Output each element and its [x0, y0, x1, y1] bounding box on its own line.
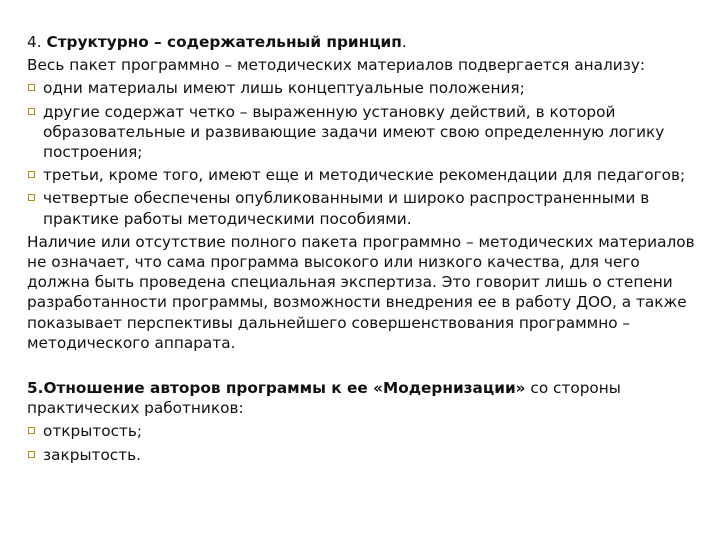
square-bullet-icon [28, 194, 35, 201]
section-4-title-suffix: . [401, 33, 407, 51]
list-item-text: другие содержат четко – выраженную установку действий, в которой образовательные и развивающие задачи имеют свою определенную логику построения; [43, 102, 665, 162]
section-4-heading [27, 32, 697, 52]
list-item [27, 165, 697, 185]
list-item [27, 445, 697, 465]
list-item-text: четвертые обеспечены опубликованными и широко распространенными в практике работы методическими пособиями. [43, 189, 650, 228]
section-4-conclusion: Наличие или отсутствие полного пакета программно – методических материалов не означает, что сама программа высокого или низкого качества, для чего должна быть проведена специальная экспертиза. Это говорит лишь о степени разработанности программы, возможности внедрения ее в работу ДОО, а также показывает перспективы дальнейшего совершенствования программно – методического аппарата. [27, 232, 695, 352]
square-bullet-icon [28, 84, 35, 91]
slide-content [27, 32, 697, 468]
list-item [27, 421, 697, 441]
list-item [27, 78, 697, 98]
square-bullet-icon [28, 108, 35, 115]
list-item [27, 102, 697, 163]
square-bullet-icon [28, 451, 35, 458]
list-item-text: закрытость. [43, 445, 142, 464]
list-item-text: открытость; [43, 422, 143, 441]
section-5-title: 5.Отношение авторов программы к ее «Модернизации» [27, 379, 526, 398]
section-4-title: Структурно – содержательный принцип [46, 33, 402, 51]
square-bullet-icon [28, 171, 35, 178]
section-4-number: 4. [27, 33, 47, 51]
list-item-text: третьи, кроме того, имеют еще и методические рекомендации для педагогов; [43, 166, 686, 185]
section-spacer [27, 356, 697, 378]
square-bullet-icon [28, 427, 35, 434]
section-5-title-suffix: со стороны практических работников: [27, 379, 621, 418]
section-4-intro: Весь пакет программно – методических материалов подвергается анализу: [27, 56, 646, 75]
section-5-heading [27, 378, 697, 418]
list-item-text: одни материалы имеют лишь концептуальные положения; [43, 79, 525, 98]
list-item [27, 188, 697, 228]
